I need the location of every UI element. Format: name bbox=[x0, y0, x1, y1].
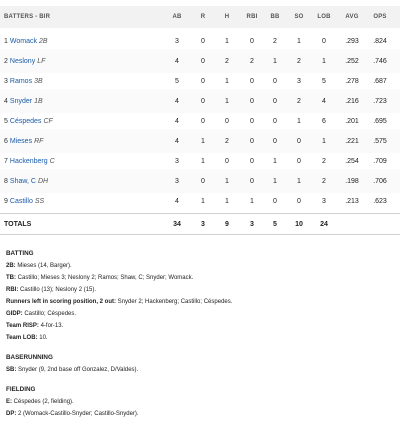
total-rbi: 3 bbox=[250, 220, 254, 228]
stat-rbi: 0 bbox=[250, 97, 254, 105]
stat-rbi: 0 bbox=[250, 137, 254, 145]
player-position: C bbox=[49, 157, 55, 165]
batting-order: 4 bbox=[4, 97, 8, 105]
stat-ops: .687 bbox=[373, 77, 387, 85]
note-label: Team RISP: bbox=[6, 323, 39, 330]
note-line bbox=[6, 263, 396, 270]
stat-r: 1 bbox=[201, 137, 205, 145]
stat-ops: .623 bbox=[373, 197, 387, 205]
note-label: 2B: bbox=[6, 263, 16, 269]
stat-ops: .575 bbox=[373, 137, 387, 145]
player-link[interactable]: Snyder bbox=[9, 97, 33, 105]
stat-so: 3 bbox=[297, 77, 301, 85]
stat-h: 0 bbox=[225, 117, 229, 125]
stat-bb: 2 bbox=[273, 37, 277, 45]
stat-lob: 1 bbox=[322, 137, 326, 145]
batter-cell bbox=[4, 189, 44, 213]
stat-ab: 5 bbox=[175, 77, 179, 85]
stat-bb: 1 bbox=[273, 57, 277, 65]
player-link[interactable]: Womack bbox=[9, 37, 38, 45]
note-line bbox=[6, 311, 396, 318]
stat-lob: 5 bbox=[322, 77, 326, 85]
header-h: H bbox=[224, 14, 230, 20]
stat-ops: .746 bbox=[373, 57, 387, 65]
note-text: Castillo (13); Neslony 2 (15). bbox=[18, 287, 97, 294]
stat-so: 0 bbox=[297, 157, 301, 165]
stat-r: 0 bbox=[201, 77, 205, 85]
stat-h: 1 bbox=[225, 77, 229, 85]
stat-lob: 2 bbox=[322, 157, 326, 165]
player-position: SS bbox=[34, 197, 45, 205]
note-label: TB: bbox=[6, 275, 16, 282]
header-lob: LOB bbox=[317, 14, 331, 20]
totals-row bbox=[0, 213, 400, 235]
stat-rbi: 0 bbox=[250, 77, 254, 85]
note-label: GIDP: bbox=[6, 311, 23, 318]
total-so: 10 bbox=[295, 220, 303, 228]
game-notes bbox=[6, 242, 396, 423]
stat-ab: 3 bbox=[175, 157, 179, 165]
stat-ab: 4 bbox=[175, 57, 179, 65]
stat-so: 2 bbox=[297, 97, 301, 105]
header-avg: AVG bbox=[345, 14, 359, 20]
total-h: 9 bbox=[225, 220, 229, 228]
stat-rbi: 2 bbox=[250, 57, 254, 65]
stat-ab: 4 bbox=[175, 97, 179, 105]
stat-r: 0 bbox=[201, 57, 205, 65]
header-ops: OPS bbox=[373, 14, 387, 20]
stat-so: 0 bbox=[297, 137, 301, 145]
stat-ab: 3 bbox=[175, 37, 179, 45]
note-text: 4-for-13. bbox=[38, 323, 64, 330]
stat-ops: .723 bbox=[373, 97, 387, 105]
note-label: RBI: bbox=[6, 287, 19, 294]
stat-h: 1 bbox=[225, 37, 229, 45]
stat-ops: .824 bbox=[373, 37, 387, 45]
stat-so: 1 bbox=[297, 37, 301, 45]
note-text: Snyder 2; Hackenberg; Castillo; Céspedes. bbox=[116, 299, 233, 306]
header-r: R bbox=[200, 14, 206, 20]
stat-so: 0 bbox=[297, 197, 301, 205]
stat-ops: .709 bbox=[373, 157, 387, 165]
stat-avg: .201 bbox=[345, 117, 359, 125]
player-link[interactable]: Céspedes bbox=[9, 117, 42, 125]
stat-h: 1 bbox=[225, 197, 229, 205]
stat-bb: 0 bbox=[273, 97, 277, 105]
stat-bb: 0 bbox=[273, 117, 277, 125]
stat-bb: 1 bbox=[273, 177, 277, 185]
header-ab: AB bbox=[172, 14, 182, 20]
note-text: Mieses (14, Barger). bbox=[15, 263, 72, 269]
note-line bbox=[6, 335, 396, 342]
note-label: Runners left in scoring position, 2 out: bbox=[6, 299, 117, 306]
stat-lob: 4 bbox=[322, 97, 326, 105]
stat-r: 0 bbox=[201, 117, 205, 125]
stat-bb: 1 bbox=[273, 157, 277, 165]
stat-so: 2 bbox=[297, 57, 301, 65]
note-text: Castillo; Céspedes. bbox=[22, 311, 77, 318]
stat-lob: 6 bbox=[322, 117, 326, 125]
stat-so: 1 bbox=[297, 177, 301, 185]
player-link[interactable]: Hackenberg bbox=[9, 157, 48, 165]
totals-label: TOTALS bbox=[4, 220, 32, 228]
stat-lob: 2 bbox=[322, 177, 326, 185]
stat-ab: 4 bbox=[175, 197, 179, 205]
table-row bbox=[0, 189, 400, 213]
baserunning-section-title: BASERUNNING bbox=[6, 354, 53, 362]
player-position: 1B bbox=[34, 97, 43, 105]
note-text: Castillo; Mieses 3; Neslony 2; Ramos; Shaw, C; Snyder; Womack. bbox=[16, 275, 194, 282]
batting-order: 7 bbox=[4, 157, 8, 165]
stat-bb: 0 bbox=[273, 77, 277, 85]
fielding-section-title: FIELDING bbox=[6, 386, 36, 394]
note-line bbox=[6, 299, 396, 306]
table-header bbox=[0, 6, 400, 28]
note-line bbox=[6, 275, 396, 282]
stat-rbi: 0 bbox=[250, 157, 254, 165]
note-label: Team LOB: bbox=[6, 335, 38, 342]
total-lob: 24 bbox=[320, 220, 328, 228]
note-label: DP: bbox=[6, 411, 17, 418]
stat-avg: .216 bbox=[345, 97, 359, 105]
stat-so: 1 bbox=[297, 117, 301, 125]
header-rbi: RBI bbox=[246, 14, 258, 20]
stat-avg: .221 bbox=[345, 137, 359, 145]
batting-order: 6 bbox=[4, 137, 8, 145]
note-line bbox=[6, 323, 396, 330]
note-text: 10. bbox=[37, 335, 48, 342]
batting-order: 2 bbox=[4, 57, 8, 65]
stat-h: 1 bbox=[225, 97, 229, 105]
stat-avg: .252 bbox=[345, 57, 359, 65]
stat-h: 2 bbox=[225, 137, 229, 145]
batting-order: 5 bbox=[4, 117, 8, 125]
player-position: RF bbox=[34, 137, 44, 145]
batting-order: 8 bbox=[4, 177, 8, 185]
batting-order: 9 bbox=[4, 197, 8, 205]
stat-rbi: 0 bbox=[250, 117, 254, 125]
batting-order: 3 bbox=[4, 77, 8, 85]
player-position: 2B bbox=[39, 37, 48, 45]
stat-h: 0 bbox=[225, 157, 229, 165]
player-link[interactable]: Neslony bbox=[9, 57, 36, 65]
note-line bbox=[6, 287, 396, 294]
stat-ops: .695 bbox=[373, 117, 387, 125]
player-link[interactable]: Mieses bbox=[9, 137, 33, 145]
note-text: Snyder (9, 2nd base off Gonzalez, D/Valdes). bbox=[16, 367, 139, 374]
stat-lob: 0 bbox=[322, 37, 326, 45]
stat-ab: 4 bbox=[175, 137, 179, 145]
stat-r: 0 bbox=[201, 97, 205, 105]
stat-ops: .706 bbox=[373, 177, 387, 185]
stat-r: 0 bbox=[201, 177, 205, 185]
stat-rbi: 0 bbox=[250, 37, 254, 45]
note-line bbox=[6, 411, 396, 418]
stat-r: 1 bbox=[201, 197, 205, 205]
batting-order: 1 bbox=[4, 37, 8, 45]
stat-avg: .198 bbox=[345, 177, 359, 185]
total-r: 3 bbox=[201, 220, 205, 228]
stat-h: 1 bbox=[225, 177, 229, 185]
stat-r: 1 bbox=[201, 157, 205, 165]
stat-h: 2 bbox=[225, 57, 229, 65]
stat-lob: 3 bbox=[322, 197, 326, 205]
stat-ab: 4 bbox=[175, 117, 179, 125]
stat-bb: 0 bbox=[273, 137, 277, 145]
stat-r: 0 bbox=[201, 37, 205, 45]
stat-rbi: 1 bbox=[250, 197, 254, 205]
player-link[interactable]: Shaw, C bbox=[9, 177, 36, 185]
total-bb: 5 bbox=[273, 220, 277, 228]
note-label: E: bbox=[6, 399, 12, 406]
player-position: LF bbox=[37, 57, 46, 65]
header-bb: BB bbox=[270, 14, 280, 20]
stat-avg: .254 bbox=[345, 157, 359, 165]
stat-bb: 0 bbox=[273, 197, 277, 205]
note-text: Céspedes (2, fielding). bbox=[12, 399, 74, 406]
stat-rbi: 0 bbox=[250, 177, 254, 185]
note-text: 2 (Womack-Castillo-Snyder; Castillo-Snyder). bbox=[16, 411, 139, 418]
player-position: DH bbox=[37, 177, 49, 185]
stat-lob: 1 bbox=[322, 57, 326, 65]
stat-avg: .278 bbox=[345, 77, 359, 85]
header-batters: BATTERS - BIR bbox=[4, 14, 51, 20]
batting-section-title: BATTING bbox=[6, 250, 34, 257]
player-position: CF bbox=[43, 117, 53, 125]
stat-avg: .293 bbox=[345, 37, 359, 45]
note-line bbox=[6, 399, 396, 406]
header-so: SO bbox=[294, 14, 304, 20]
note-line bbox=[6, 367, 396, 374]
total-ab: 34 bbox=[173, 220, 181, 228]
note-label: SB: bbox=[6, 367, 17, 374]
stat-avg: .213 bbox=[345, 197, 359, 205]
player-position: 3B bbox=[34, 77, 43, 85]
player-link[interactable]: Ramos bbox=[9, 77, 33, 85]
player-link[interactable]: Castillo bbox=[9, 197, 33, 205]
stat-ab: 3 bbox=[175, 177, 179, 185]
